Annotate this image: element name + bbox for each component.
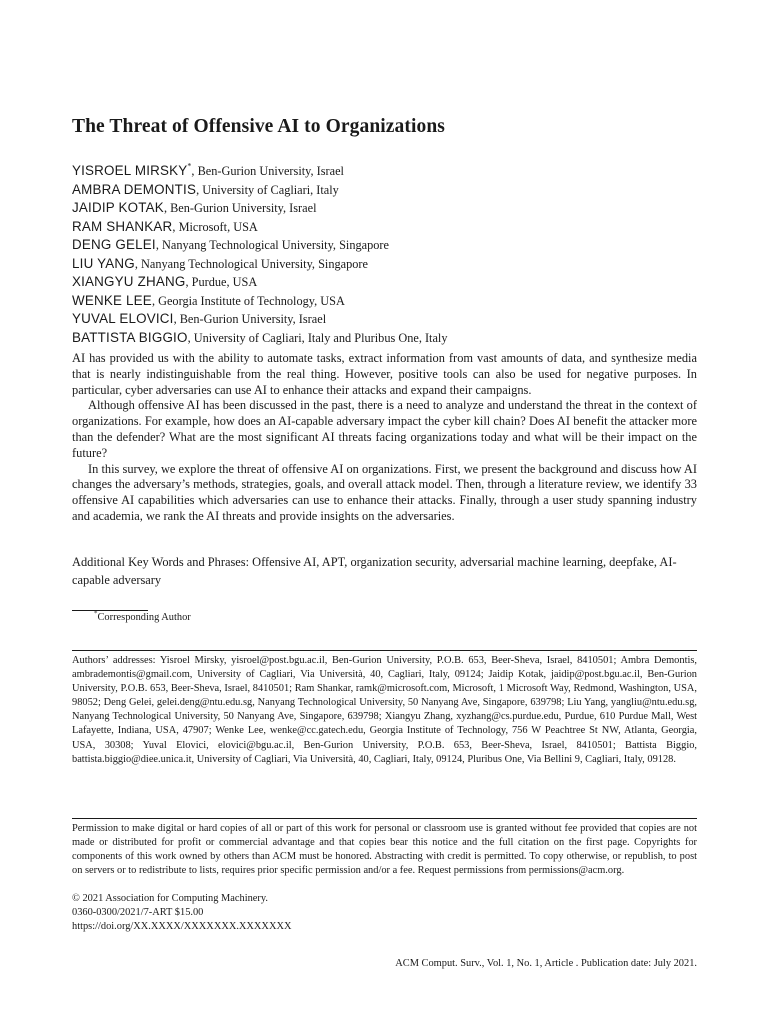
author-name: AMBRA DEMONTIS bbox=[72, 181, 197, 197]
author-affiliation: , Georgia Institute of Technology, USA bbox=[151, 293, 345, 308]
addresses-divider bbox=[72, 650, 697, 651]
author-name: LIU YANG bbox=[72, 255, 135, 271]
author-entry bbox=[72, 181, 697, 200]
permission-notice: Permission to make digital or hard copies of all or part of this work for personal or classroom use is granted without fee provided that copies are not made or distributed for profit or commercial advantage and that copies bear this notice and the full citation on the first page. Copyrights for components of this work owned by others than ACM must be honored. Abstracting with credit is permitted. To copy otherwise, or republish, to post on servers or to redistribute to lists, requires prior specific permission and/or a fee. Request permissions from permissions@acm.org. bbox=[72, 823, 697, 876]
author-affiliation: , Purdue, USA bbox=[185, 275, 258, 289]
author-name: XIANGYU ZHANG bbox=[72, 274, 186, 289]
permission-divider bbox=[72, 818, 697, 819]
author-affiliation: , University of Cagliari, Italy bbox=[196, 182, 339, 197]
footnote-text: Corresponding Author bbox=[97, 612, 191, 623]
author-entry bbox=[72, 310, 697, 329]
author-entry bbox=[72, 236, 697, 255]
author-entry bbox=[72, 199, 697, 218]
author-affiliation: , Ben-Gurion University, Israel bbox=[173, 312, 327, 326]
issn-price-line: 0360-0300/2021/7-ART $15.00 bbox=[72, 906, 204, 918]
abstract bbox=[72, 351, 697, 525]
doi-link[interactable]: https://doi.org/XX.XXXX/XXXXXXX.XXXXXXX bbox=[72, 920, 292, 932]
author-entry bbox=[72, 292, 697, 311]
author-entry bbox=[72, 273, 697, 292]
publication-meta bbox=[72, 892, 697, 933]
author-affiliation: , University of Cagliari, Italy and Pluribus One, Italy bbox=[187, 330, 448, 345]
author-affiliation: , Ben-Gurion University, Israel bbox=[191, 164, 344, 178]
author-list bbox=[72, 162, 697, 347]
author-name: JAIDIP KOTAK bbox=[72, 200, 164, 215]
author-entry bbox=[72, 162, 697, 181]
copyright-line: © 2021 Association for Computing Machinery. bbox=[72, 893, 268, 904]
corresponding-author-note bbox=[94, 609, 191, 623]
abstract-paragraph: In this survey, we explore the threat of offensive AI on organizations. First, we present the background and discuss how AI changes the adversary’s methods, strategies, goals, and overall attack model. Then, through a literature review, we identify 33 offensive AI capabilities which adversaries can use to enhance their attacks. Finally, through a user study spanning industry and academia, we rank the AI threats and provide insights on the adversaries. bbox=[72, 461, 697, 523]
author-name: WENKE LEE bbox=[72, 292, 152, 308]
abstract-paragraph: AI has provided us with the ability to automate tasks, extract information from vast amounts of data, and synthesize media that is nearly indistinguishable from the real thing. However, positive tools can also be used for negative purposes. In particular, cyber adversaries can use AI to enhance their attacks and expand their campaigns. bbox=[72, 351, 697, 397]
footnote-mark: * bbox=[94, 609, 98, 618]
author-entry bbox=[72, 255, 697, 274]
author-affiliation: , Microsoft, USA bbox=[172, 219, 258, 234]
author-entry bbox=[72, 218, 697, 237]
running-footer: ACM Comput. Surv., Vol. 1, No. 1, Article . Publication date: July 2021. bbox=[395, 958, 697, 969]
abstract-paragraph: Although offensive AI has been discussed in the past, there is a need to analyze and understand the threat in the context of organizations. For example, how does an AI-capable adversary impact the cyber kill chain? Does AI benefit the attacker more than the defender? What are the most significant AI threats facing organizations today and what will be their impact on the future? bbox=[72, 398, 697, 460]
author-name: DENG GELEI bbox=[72, 237, 156, 252]
keywords: Additional Key Words and Phrases: Offensive AI, APT, organization security, adversarial machine learning, deepfake, AI-capable adversary bbox=[72, 555, 677, 587]
author-name: BATTISTA BIGGIO bbox=[72, 329, 188, 345]
author-name: YUVAL ELOVICI bbox=[72, 311, 174, 326]
author-affiliation: , Nanyang Technological University, Singapore bbox=[155, 238, 389, 252]
author-affiliation: , Nanyang Technological University, Singapore bbox=[134, 256, 368, 271]
author-name: RAM SHANKAR bbox=[72, 218, 173, 234]
author-entry bbox=[72, 329, 697, 348]
author-name: YISROEL MIRSKY bbox=[72, 163, 188, 178]
footnote-divider bbox=[72, 610, 148, 611]
author-affiliation: , Ben-Gurion University, Israel bbox=[163, 201, 317, 215]
author-footnote-mark: * bbox=[187, 161, 192, 171]
paper-title: The Threat of Offensive AI to Organizations bbox=[72, 116, 445, 137]
authors-addresses: Authors’ addresses: Yisroel Mirsky, yisroel@post.bgu.ac.il, Ben-Gurion University, P.O.B. 653, Beer-Sheva, Israel, 8410501; Ambra Demontis, ambrademontis@gmail.com, University of Cagliari, Via Università, 40, Cagliari, Italy, 09124; Jaidip Kotak, jaidip@post.bgu.ac.il, Ben-Gurion University, P.O.B. 653, Beer-Sheva, Israel, 8410501; Ram Shankar, ramk@microsoft.com, Microsoft, 1 Microsoft Way, Redmond, Washington, USA, 98052; Deng Gelei, gelei.deng@ntu.edu.sg, Nanyang Technological University, 50 Nanyang Ave, Singapore, 639798; Liu Yang, yangliu@ntu.edu.sg, Nanyang Technological University, 50 Nanyang Ave, Singapore, 639798; Xiangyu Zhang, xyzhang@cs.purdue.edu, Purdue, 610 Purdue Mall, West Lafayette, Indiana, USA, 47907; Wenke Lee, wenke@cc.gatech.edu, Georgia Institute of Technology, 756 W Peachtree St NW, Atlanta, Georgia, USA, 30308; Yuval Elovici, elovici@bgu.ac.il, Ben-Gurion University, P.O.B. 653, Beer-Sheva, Israel, 8410501; Battista Biggio, battista.biggio@diee.unica.it, University of Cagliari, Via Università, 40, Cagliari, Italy, 09124, Pluribus One, Via Bellini 9, Cagliari, Italy, 09128. bbox=[72, 655, 697, 765]
